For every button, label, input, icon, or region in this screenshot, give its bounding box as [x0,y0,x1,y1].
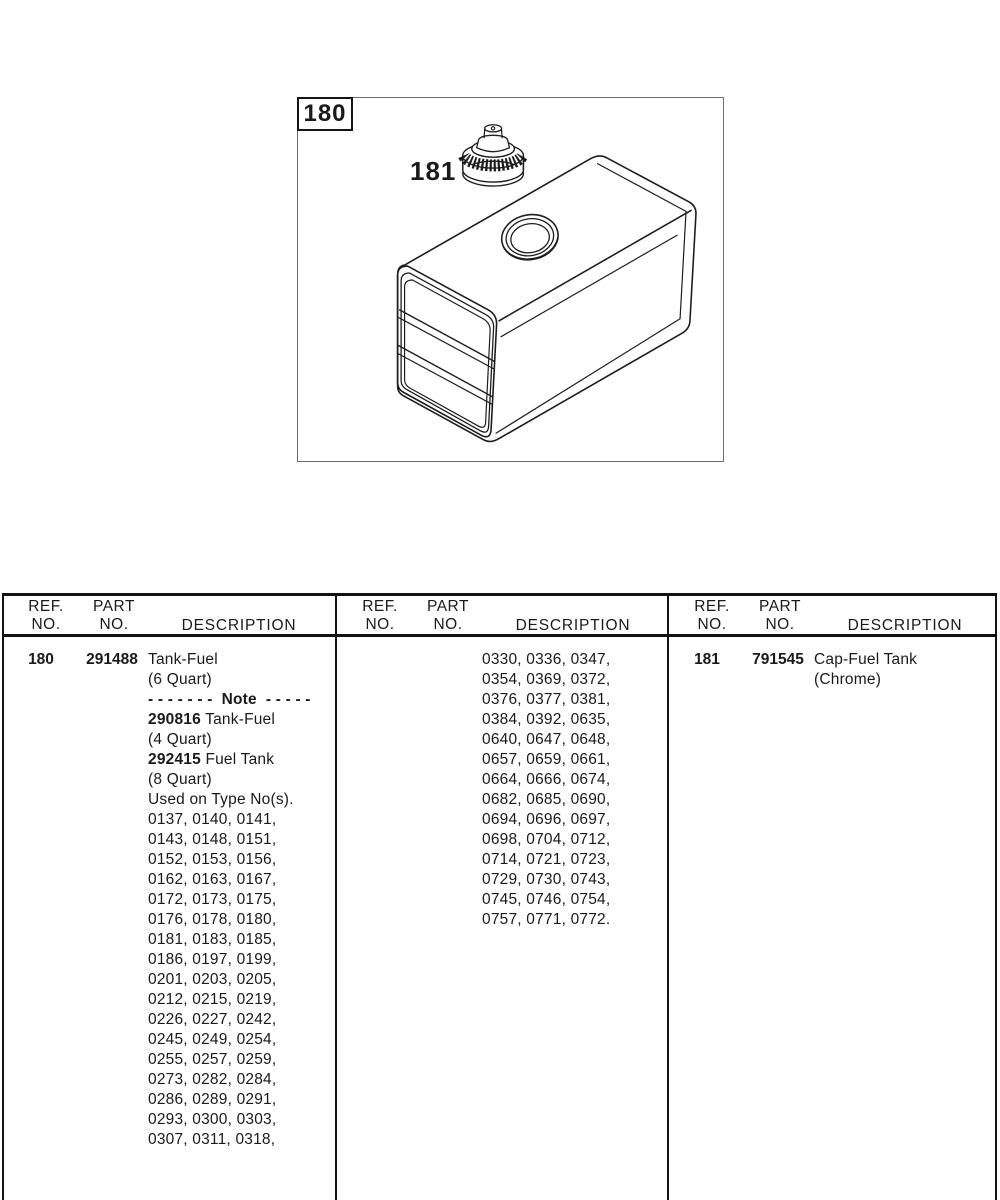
column-header [338,593,666,637]
description-line: 0176, 0178, 0180, [148,911,277,928]
description-line: 0376, 0377, 0381, [482,691,611,708]
description-line: 0212, 0215, 0219, [148,991,277,1008]
description-header: DESCRIPTION [515,617,631,634]
description-line: Tank-Fuel [148,651,218,668]
ref-no-cell: 181 [694,651,720,668]
description-line: 0273, 0282, 0284, [148,1071,277,1088]
description-line: 0137, 0140, 0141, [148,811,277,828]
column-body [338,637,666,1200]
description-line: Used on Type No(s). [148,791,294,808]
column-body [4,637,334,1200]
fuel-cap [463,125,524,186]
table-column [4,593,334,1200]
part-no-cell: 791545 [752,651,804,668]
description-line: 0181, 0183, 0185, [148,931,277,948]
description-line: 0682, 0685, 0690, [482,791,611,808]
description-line: 0698, 0704, 0712, [482,831,611,848]
part-no-cell: 291488 [86,651,138,668]
description-line: 0162, 0163, 0167, [148,871,277,888]
diagram-ref-label-box [297,97,353,131]
ref-no-cell: 180 [28,651,54,668]
description-line: 0293, 0300, 0303, [148,1111,277,1128]
ref-no-header: REF. NO. [362,598,398,633]
description-line: 0245, 0249, 0254, [148,1031,277,1048]
description-line: (8 Quart) [148,771,212,788]
description-header: DESCRIPTION [181,617,297,634]
table-divider [667,593,669,1200]
description-line: 0143, 0148, 0151, [148,831,277,848]
description-line: 290816 Tank-Fuel [148,711,276,728]
fuel-tank-body [398,156,696,442]
column-header [4,593,334,637]
column-header [670,593,994,637]
description-line: 0152, 0153, 0156, [148,851,277,868]
description-line: 0172, 0173, 0175, [148,891,277,908]
description-line: 292415 Fuel Tank [148,751,275,768]
description-line: 0664, 0666, 0674, [482,771,611,788]
description-line: Cap-Fuel Tank [814,651,918,668]
cap-ref-label: 181 [410,156,457,186]
description-line: 0186, 0197, 0199, [148,951,277,968]
diagram-ref-label: 180 [303,100,347,127]
description-line: 0286, 0289, 0291, [148,1091,277,1108]
description-line: 0714, 0721, 0723, [482,851,611,868]
description-line: 0307, 0311, 0318, [148,1131,276,1148]
description-line: 0694, 0696, 0697, [482,811,611,828]
description-line: 0384, 0392, 0635, [482,711,611,728]
description-cell [814,650,992,690]
description-line: (Chrome) [814,671,882,688]
parts-table [0,593,1000,1200]
description-line: 0657, 0659, 0661, [482,751,611,768]
description-line: 0354, 0369, 0372, [482,671,611,688]
description-header: DESCRIPTION [847,617,963,634]
description-cell [148,650,332,1150]
description-line: 0729, 0730, 0743, [482,871,611,888]
column-body [670,637,994,1200]
description-line: (4 Quart) [148,731,212,748]
table-column [338,593,666,1200]
description-line: - - - - - - - Note - - - - - [148,691,311,708]
part-no-header: PART NO. [93,598,135,633]
table-border-right [995,593,997,1200]
description-line: 0640, 0647, 0648, [482,731,611,748]
description-line: (6 Quart) [148,671,212,688]
ref-no-header: REF. NO. [28,598,64,633]
description-line: 0201, 0203, 0205, [148,971,277,988]
fuel-tank-illustration [298,98,723,461]
part-no-header: PART NO. [427,598,469,633]
ref-no-header: REF. NO. [694,598,730,633]
description-line: 0255, 0257, 0259, [148,1051,277,1068]
description-cell [482,650,664,930]
description-line: 0226, 0227, 0242, [148,1011,277,1028]
description-line: 0330, 0336, 0347, [482,651,611,668]
table-divider [335,593,337,1200]
part-no-header: PART NO. [759,598,801,633]
description-line: 0745, 0746, 0754, [482,891,611,908]
description-line: 0757, 0771, 0772. [482,911,611,928]
table-column [670,593,994,1200]
diagram-box [297,97,724,462]
